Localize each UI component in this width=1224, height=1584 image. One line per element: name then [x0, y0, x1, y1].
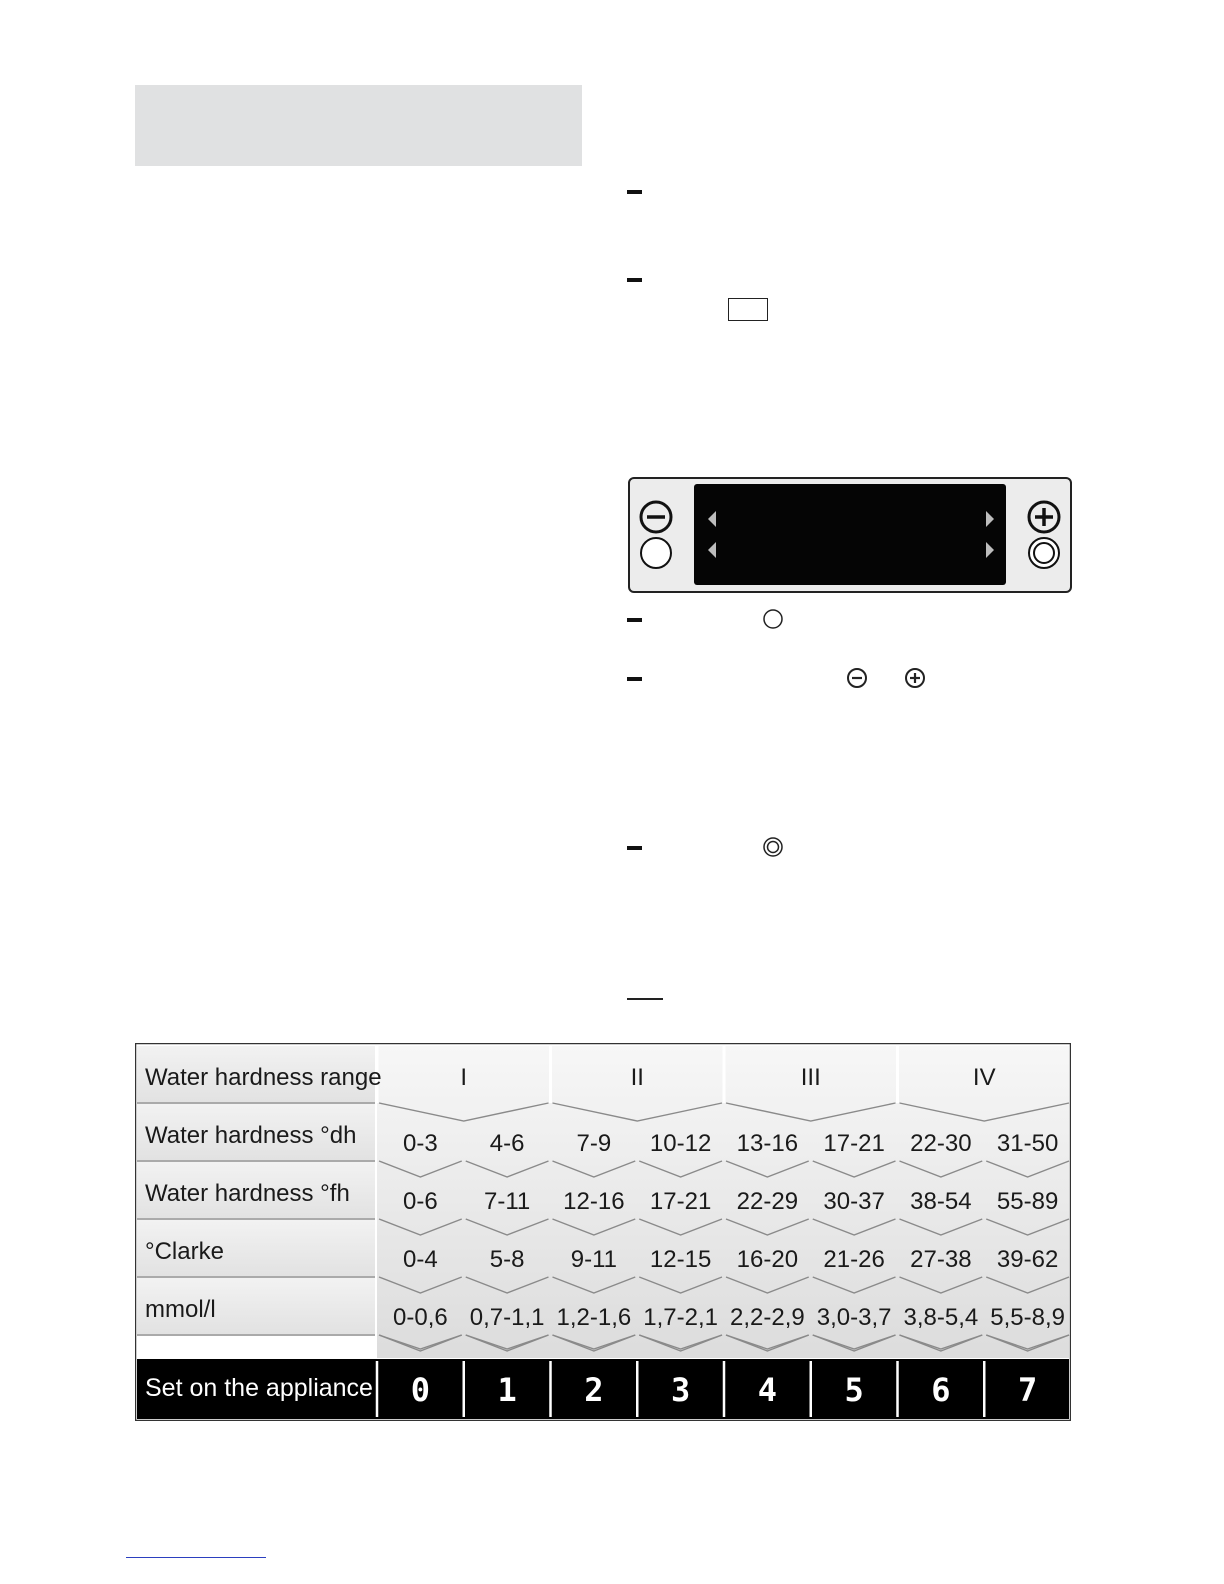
row-label-mmol: mmol/l — [145, 1296, 216, 1323]
set-value-cell: 3 — [670, 1371, 691, 1409]
clarke-cell: 5-8 — [489, 1246, 525, 1273]
mmol-cell: 3,8-5,4 — [903, 1304, 979, 1331]
clarke-cell: 9-11 — [570, 1246, 618, 1273]
fh-cell: 55-89 — [996, 1188, 1059, 1215]
double-circle-button-icon — [762, 836, 784, 858]
dh-cell: 0-3 — [403, 1130, 438, 1157]
double-circle-button-icon — [1029, 538, 1059, 568]
dh-cell: 4-6 — [489, 1130, 525, 1157]
footer-link-underline — [126, 1557, 266, 1558]
row-label-dh: Water hardness °dh — [145, 1122, 357, 1149]
row-label-set: Set on the appliance — [145, 1374, 373, 1402]
button-key-symbol — [728, 298, 768, 321]
row-label-clarke: °Clarke — [145, 1238, 224, 1265]
range-cell: III — [800, 1064, 821, 1091]
clarke-cell: 39-62 — [996, 1246, 1059, 1273]
mmol-cell: 1,7-2,1 — [643, 1304, 718, 1331]
left-arrow-icon — [708, 511, 716, 558]
step-bullet — [627, 677, 642, 681]
plus-icon — [904, 667, 926, 689]
dh-cell: 10-12 — [649, 1130, 712, 1157]
control-panel-controls — [628, 477, 1072, 593]
mmol-cell: 5,5-8,9 — [990, 1304, 1065, 1331]
dh-cell: 13-16 — [736, 1130, 799, 1157]
dh-cell: 7-9 — [576, 1130, 612, 1157]
step-bullet — [627, 278, 642, 282]
clarke-cell: 0-4 — [403, 1246, 438, 1273]
fh-cell: 0-6 — [403, 1188, 438, 1215]
dh-cell: 22-30 — [910, 1130, 972, 1157]
circle-button-icon — [641, 538, 671, 568]
fh-cell: 22-29 — [736, 1188, 799, 1215]
clarke-cell: 27-38 — [910, 1246, 972, 1273]
circle-button-icon — [762, 608, 784, 630]
row-label-range: Water hardness range — [145, 1064, 382, 1091]
fh-cell: 12-16 — [563, 1188, 625, 1215]
range-cell: IV — [972, 1064, 996, 1091]
clarke-cell: 16-20 — [736, 1246, 799, 1273]
row-label-fh: Water hardness °fh — [145, 1180, 350, 1207]
plus-icon — [1029, 502, 1059, 532]
step-bullet — [627, 190, 642, 194]
fh-cell: 7-11 — [483, 1188, 531, 1215]
fh-cell: 38-54 — [910, 1188, 972, 1215]
section-heading-bar — [135, 85, 582, 166]
set-value-cell: 6 — [931, 1371, 951, 1409]
range-cell: II — [630, 1064, 644, 1091]
set-value-cell: 4 — [757, 1371, 778, 1409]
set-value-cell: 1 — [497, 1371, 517, 1409]
dh-cell: 31-50 — [996, 1130, 1059, 1157]
mmol-cell: 3,0-3,7 — [816, 1304, 892, 1331]
minus-icon — [641, 502, 671, 532]
clarke-cell: 21-26 — [823, 1246, 885, 1273]
dh-cell: 17-21 — [823, 1130, 885, 1157]
fh-cell: 17-21 — [649, 1188, 712, 1215]
step-bullet — [627, 618, 642, 622]
set-value-cell: 0 — [410, 1371, 431, 1409]
water-hardness-table — [135, 1043, 1071, 1421]
mmol-cell: 1,2-1,6 — [556, 1304, 632, 1331]
set-value-cell: 2 — [584, 1371, 604, 1409]
clarke-cell: 12-15 — [649, 1246, 712, 1273]
mmol-cell: 0-0,6 — [393, 1304, 448, 1331]
right-arrow-icon — [986, 511, 994, 558]
set-value-cell: 5 — [844, 1371, 864, 1409]
set-value-cell: 7 — [1017, 1371, 1038, 1409]
mmol-cell: 2,2-2,9 — [730, 1304, 805, 1331]
step-bullet — [627, 846, 642, 850]
range-cell: I — [460, 1064, 468, 1091]
note-rule — [627, 998, 663, 1000]
fh-cell: 30-37 — [823, 1188, 885, 1215]
minus-icon — [846, 667, 868, 689]
mmol-cell: 0,7-1,1 — [469, 1304, 545, 1331]
